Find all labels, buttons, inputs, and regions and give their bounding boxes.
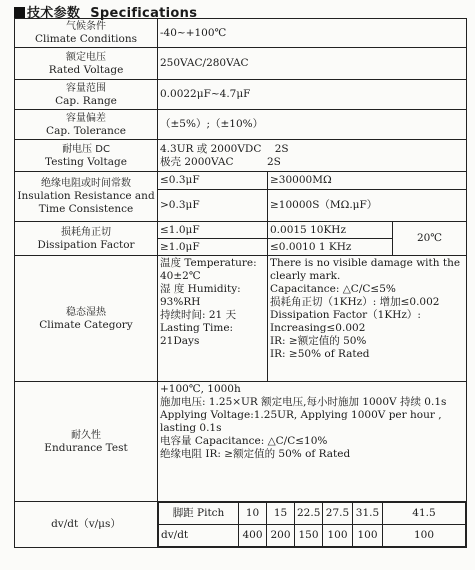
dvdt-value: 100: [383, 525, 466, 547]
title-en: Specifications: [90, 6, 198, 21]
row-value: 0.0022μF~4.7μF: [158, 80, 467, 110]
dvdt-value: 400: [239, 525, 267, 547]
row-label: dv/dt（v/μs）: [15, 502, 158, 548]
dvdt-value: 100: [353, 525, 383, 547]
value-cell: ≥10000S（MΩ.μF）: [268, 190, 467, 222]
row-label: 耐久性 Endurance Test: [15, 382, 158, 502]
dvdt-value: 200: [267, 525, 295, 547]
table-row: [15, 256, 467, 382]
condition-cell: ≥1.0μF: [158, 239, 268, 256]
value-cell: ≤0.0010 1 KHz: [268, 239, 393, 256]
table-row: [15, 382, 467, 502]
endurance-cell: +100℃, 1000h 施加电压: 1.25×UR 额定电压,每小时施加 1000V 持续 0.1s Applying Voltage:1.25UR, Applying 1000V per hour , lasting 0.1s 电容量 Capacitance: △C/C≤10% 绝缘电阻 IR: ≥额定值的 50% of Rated: [158, 382, 467, 502]
row-value: -40~+100℃: [158, 19, 467, 48]
table-row: [15, 110, 467, 140]
condition-cell: ≤1.0μF: [158, 222, 268, 239]
dvdt-value: 150: [295, 525, 323, 547]
value-cell: 0.0015 10KHz: [268, 222, 393, 239]
row-label: 稳态湿热 Climate Category: [15, 256, 158, 382]
row-value: （±5%）;（±10%）: [158, 110, 467, 140]
pitch-value: 22.5: [295, 503, 323, 525]
square-bullet-icon: [14, 7, 25, 18]
dvdt-label: dv/dt: [159, 525, 239, 547]
row-label: 容量偏差 Cap. Tolerance: [15, 110, 158, 140]
climate-right-cell: There is no visible damage with the clearly mark. Capacitance: △C/C≤5% 损耗角正切（1KHz）: 增加≤0.002 Dissipation Factor（1KHz）: Increasing≤0.002 IR: ≥额定值的 50% IR: ≥50% of Rated: [268, 256, 467, 382]
dvdt-row: [159, 525, 466, 547]
value-cell: ≥30000MΩ: [268, 172, 467, 190]
table-row: [15, 80, 467, 110]
table-row: [15, 502, 467, 548]
table-row: [15, 48, 467, 80]
row-label: 容量范围 Cap. Range: [15, 80, 158, 110]
pitch-value: 41.5: [383, 503, 466, 525]
pitch-value: 15: [267, 503, 295, 525]
condition-cell: >0.3μF: [158, 190, 268, 222]
row-label: 气候条件 Climate Conditions: [15, 19, 158, 48]
condition-cell: ≤0.3μF: [158, 172, 268, 190]
temperature-cell: 20℃: [393, 222, 467, 256]
pitch-value: 31.5: [353, 503, 383, 525]
dvdt-value: 100: [323, 525, 353, 547]
spec-table: [14, 18, 467, 548]
table-row: [15, 222, 467, 239]
row-value: 250VAC/280VAC: [158, 48, 467, 80]
pitch-label: 脚距 Pitch: [159, 503, 239, 525]
climate-left-cell: 温度 Temperature: 40±2℃ 湿 度 Humidity: 93%RH 持续时间: 21 天 Lasting Time: 21Days: [158, 256, 268, 382]
row-label: 耐电压 DC Testing Voltage: [15, 140, 158, 172]
table-row: [15, 140, 467, 172]
row-value: 4.3UR 或 2000VDC 2S 极壳 2000VAC 2S: [158, 140, 467, 172]
pitch-value: 27.5: [323, 503, 353, 525]
title-zh: 技术参数: [27, 6, 81, 21]
pitch-value: 10: [239, 503, 267, 525]
pitch-table: [158, 502, 466, 547]
table-row: [15, 19, 467, 48]
pitch-row: [159, 503, 466, 525]
row-label: 损耗角正切 Dissipation Factor: [15, 222, 158, 256]
row-label: 绝缘电阻或时间常数 Insulation Resistance and Time Consistence: [15, 172, 158, 222]
table-row: [15, 172, 467, 190]
row-label: 额定电压 Rated Voltage: [15, 48, 158, 80]
pitch-cell: [158, 502, 467, 548]
